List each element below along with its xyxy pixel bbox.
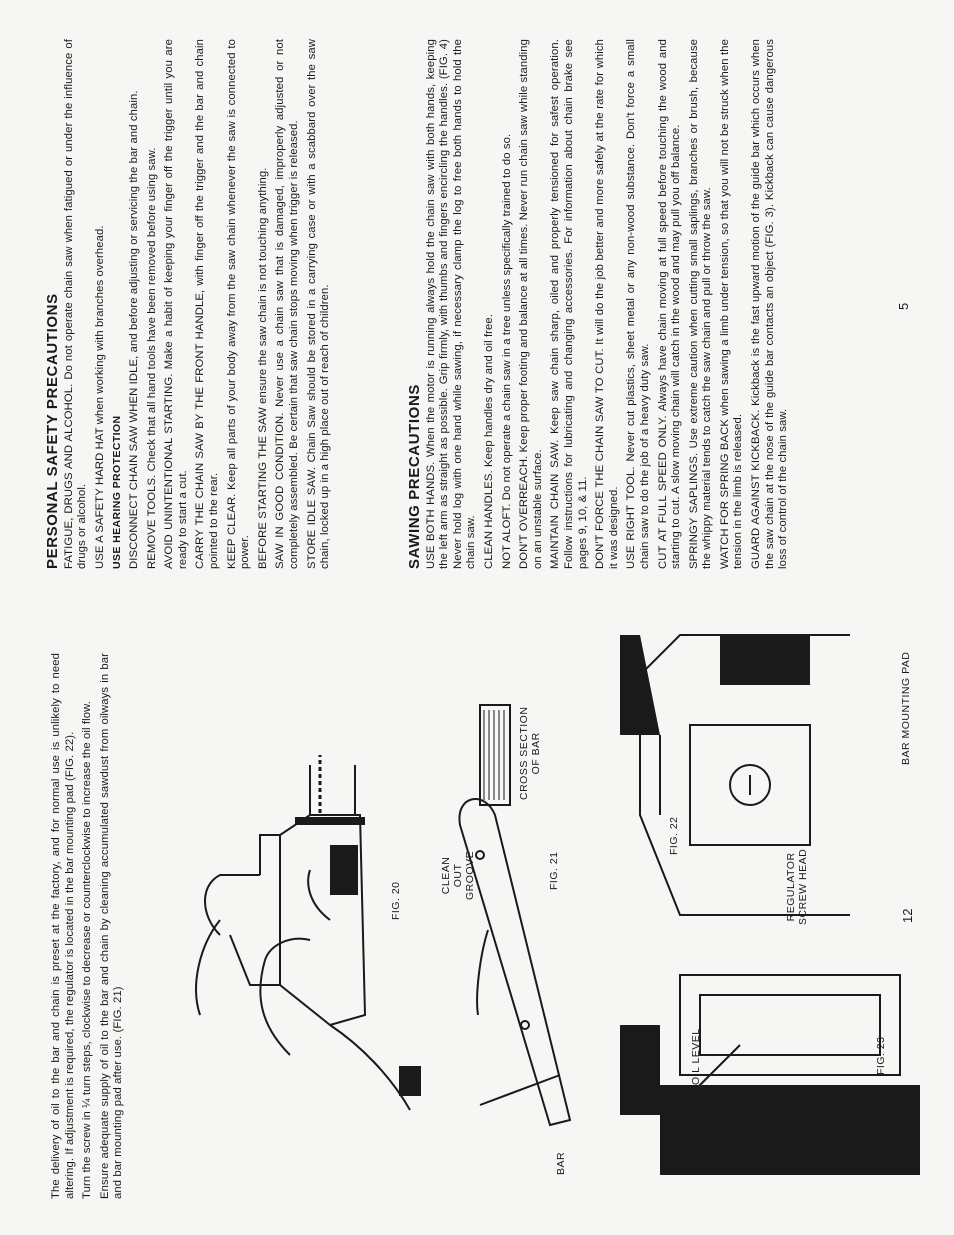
fig-22-illustration	[600, 625, 870, 935]
paragraph-clean-handles: CLEAN HANDLES. Keep handles dry and oil free.	[482, 313, 495, 569]
clean-out-groove-label: CLEAN OUT GROOVE	[440, 850, 476, 900]
oil-delivery-text	[50, 653, 130, 1199]
paragraph-remove-tools: REMOVE TOOLS. Check that all hand tools have been removed before using saw.	[145, 147, 158, 569]
paragraph-maintain: MAINTAIN CHAIN SAW. Keep saw chain sharp, oiled and properly tensioned for safest operation. Follow instructions for lubricating and changing accessories. For information about chain brake see pages 9, 10, & 11.	[549, 39, 589, 569]
paragraph-oil-preset: The delivery of oil to the bar and chain is preset at the factory, and for normal use is unlikely to need altering. If adjustment is required, the regulator is located in the bar mounting pad (FIG. 22).	[50, 653, 76, 1199]
fig-20-label: FIG. 20	[390, 881, 402, 920]
bar-label: BAR	[555, 1151, 567, 1175]
sawing-precautions-section	[408, 39, 795, 569]
paragraph-turn-screw: Turn the screw in ¼ turn steps, clockwise to decrease or counterclockwise to increase the oil flow.	[81, 701, 94, 1199]
paragraph-spring-back: WATCH FOR SPRING BACK when sawing a limb under tension, so that you will not be struck when the tension in the limb is released.	[718, 39, 745, 569]
paragraph-right-tool: USE RIGHT TOOL. Never cut plastics, sheet metal or any non-wood substance. Don't force a small chain saw to do the job of a heavy duty saw.	[625, 39, 651, 569]
paragraph-both-hands: USE BOTH HANDS. When the motor is running always hold the chain saw with both hands, keeping the left arm as straight as possible. Grip firmly, with thumbs and fingers encircling the handles. (FIG. 4) Never hold log with one hand while sawing, if necessary clamp the log to free both hands to hold the chain saw.	[424, 39, 478, 569]
fig-22-label: FIG. 22	[668, 816, 680, 855]
paragraph-before-starting: BEFORE STARTING THE SAW ensure the saw chain is not touching anything.	[256, 167, 269, 569]
paragraph-keep-clear: KEEP CLEAR. Keep all parts of your body away from the saw chain whenever the saw is connected to power.	[225, 39, 252, 569]
fig-20-illustration	[160, 755, 430, 1135]
paragraph-kickback: GUARD AGAINST KICKBACK. Kickback is the fast upward motion of the guide bar which occurs when the saw chain at the nose of the guide bar contacts an object (FIG. 3). Kickback can cause dangerous loss of control of the chain saw.	[750, 39, 790, 569]
paragraph-full-speed: CUT AT FULL SPEED ONLY. Always have chain moving at full speed before touching the wood and starting to cut. A slow moving chain will catch in the wood and may pull you off balance.	[656, 39, 683, 569]
page-number-right: 5	[896, 302, 911, 310]
paragraph-disconnect: DISCONNECT CHAIN SAW WHEN IDLE, and before adjusting or servicing the bar and chain.	[127, 90, 140, 569]
paragraph-saplings: SPRINGY SAPLINGS. Use extreme caution when cutting small saplings, branches or brush, because the whippy material tends to catch the saw chain and pull or throw the saw.	[687, 39, 714, 569]
paragraph-ensure-supply: Ensure adequate supply of oil to the bar and chain by cleaning accumulated sawdust from oilways in bar and bar mounting pad after use. (FIG. 21)	[98, 653, 125, 1199]
fig-21-label: FIG. 21	[548, 851, 560, 890]
paragraph-hard-hat: USE A SAFETY HARD HAT when working with branches overhead.	[93, 225, 106, 569]
paragraph-carry: CARRY THE CHAIN SAW BY THE FRONT HANDLE, with finger off the trigger and the bar and chain pointed to the rear.	[194, 39, 220, 569]
oil-level-label: OIL LEVEL	[690, 1028, 702, 1085]
paragraph-fatigue: FATIGUE, DRUGS AND ALCOHOL. Do not operate chain saw when fatigued or under the influence of drugs or alcohol.	[62, 39, 89, 569]
personal-safety-section	[46, 39, 337, 569]
paragraph-not-aloft: NOT ALOFT. Do not operate a chain saw in a tree unless specifically trained to do so.	[500, 133, 513, 569]
paragraph-good-condition: SAW IN GOOD CONDITION. Never use a chain saw that is damaged, improperly adjusted or not completely assembled. Be certain that saw chain stops moving when trigger is released.	[274, 39, 300, 569]
personal-safety-title: PERSONAL SAFETY PRECAUTIONS	[44, 293, 61, 569]
paragraph-overreach: DON'T OVERREACH. Keep proper footing and balance at all times. Never run chain saw while standing on an unstable surface.	[518, 39, 544, 569]
hearing-protection-heading: USE HEARING PROTECTION	[111, 415, 124, 569]
cross-section-label: CROSS SECTION OF BAR	[518, 706, 542, 800]
sawing-precautions-title: SAWING PRECAUTIONS	[406, 384, 423, 569]
page-number-left: 12	[900, 908, 915, 923]
regulator-label: REGULATOR SCREW HEAD	[785, 848, 809, 925]
paragraph-dont-force: DON'T FORCE THE CHAIN SAW TO CUT. It will do the job better and more safely at the rate for which it was designed.	[594, 39, 620, 569]
fig-23-label: FIG. 23	[875, 1036, 887, 1075]
paragraph-store-idle: STORE IDLE SAW. Chain Saw should be stored in a carrying case or with a scabbard over the saw chain, locked up in a high place out of reach of children.	[305, 39, 332, 569]
paragraph-avoid-starting: AVOID UNINTENTIONAL STARTING. Make a habit of keeping your finger off the trigger until you are ready to start a cut.	[163, 39, 189, 569]
bar-mounting-pad-label: BAR MOUNTING PAD	[900, 651, 912, 765]
